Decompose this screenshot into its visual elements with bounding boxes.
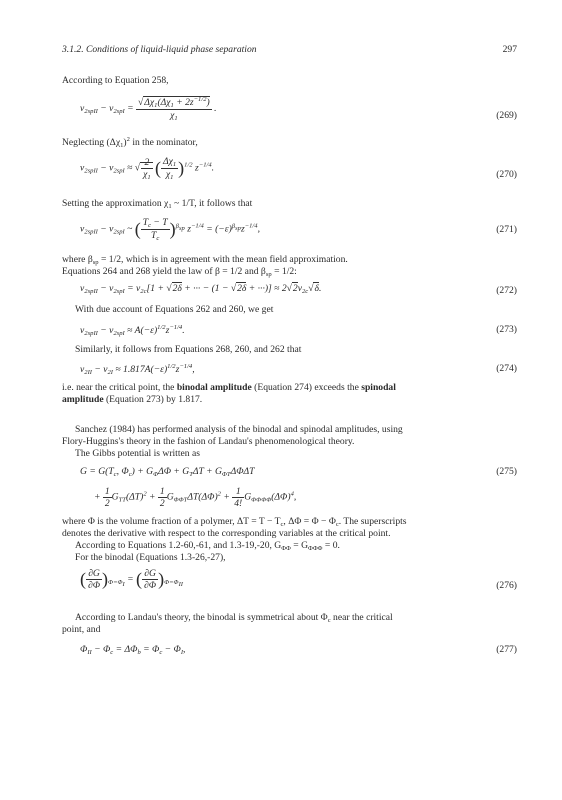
text-line: According to Equation 258, [62,75,169,86]
text-line: According to Equations 1.2-60,-61, and 1.3-19,-20, $G_{\Phi\Phi} = G_{\Phi\Phi\Phi} = 0$. [75,540,340,552]
equation-270: $v_{2spII} - v_{2spI}$ ≈ √ $\frac{2}{\chi_1}$ ( $\frac{\Delta\chi_1}{\chi_1}$ )$^{1/2}$ $z^{-1/4}$. [80,156,215,181]
equation-274: $v_{2II} - v_{2I} \approx 1.817A(-\varepsilon)^{1/2}z^{-1/4}$, [80,363,195,376]
text-line: Flory-Huggins's theory in the fashion of Landau's phenomenological theory. [62,436,355,447]
equation-271: $v_{2spII} - v_{2spI}$ ~ ( $\frac{T_c - T}{T_c}$ )$^{\beta sp}$ $z^{-1/4} = (-\varepsilon)^{\beta sp}z^{-1/4}$, [80,217,260,242]
section-title: 3.1.2. Conditions of liquid-liquid phase separation [62,44,257,55]
text-line: With due account of Equations 262 and 260, we get [75,304,274,315]
equation-number: (276) [496,580,517,591]
equation-269: $v_{2spII} - v_{2spI}$ = $\frac{√\Delta\chi_1(\Delta\chi_1 + 2z^{-1/2})}{\chi_1}$ . [80,96,217,122]
text-line: Sanchez (1984) has performed analysis of the binodal and spinodal amplitudes, using [75,424,403,435]
running-header [62,44,517,58]
equation-number: (277) [496,644,517,655]
equation-number: (273) [496,324,517,335]
equation-number: (275) [496,466,517,477]
text-line: point, and [62,624,101,635]
equation-272: $v_{2spII} - v_{2spI} = v_{2c}[1 + √2\delta$ + ··· − (1 − √2δ + ···)] ≈ $2√2v_{2c}√\delta$. [80,283,322,295]
equation-number: (271) [496,224,517,235]
text-line: amplitude (Equation 273) by 1.817. [62,394,203,405]
equation-number: (269) [496,110,517,121]
equation-273: $v_{2spII} - v_{2spI} \approx A(-\varepsilon)^{1/2}z^{-1/4}$. [80,324,185,337]
text-line: Similarly, it follows from Equations 268, 260, and 262 that [75,344,302,355]
text-line: According to Landau's theory, the binodal is symmetrical about $\Phi_c$ near the critical [75,612,393,624]
text-line: i.e. near the critical point, the binodal amplitude (Equation 274) exceeds the spinodal [62,382,396,393]
text-line: Setting the approximation $\chi_1$ ~ 1/T, it follows that [62,198,253,210]
text-line: Equations 264 and 268 yield the law of β = 1/2 and $\beta_{sp} = 1/2$: [62,266,297,278]
text-line: The Gibbs potential is written as [75,448,200,459]
equation-number: (272) [496,285,517,296]
equation-276: ( $\frac{\partial G}{\partial\Phi}$ )$_{\Phi=\Phi I}$ = ( $\frac{\partial G}{\partial\Phi}$ )$_{\Phi=\Phi II}$ [80,568,183,591]
equation-277: $\Phi_{II} - \Phi_c = \Delta\Phi_b = \Phi_c - \Phi_I$, [80,644,186,656]
page-number: 297 [502,44,517,55]
equation-275-continued: + $\frac{1}{2}$ $G_{TT}(\Delta T)^2$ + $\frac{1}{2}$ $G_{\Phi\Phi T}\Delta T(\Delta\Phi)^2$ + $\frac{1}{4!}$ $G_{\Phi\Phi\Phi\Phi}(\Delta\Phi)^4$, [94,486,297,509]
text-line: Neglecting $(\Delta\chi_1)^2$ in the nominator, [62,136,198,149]
text-line: For the binodal (Equations 1.3-26,-27), [75,552,226,563]
text-line: where Φ is the volume fraction of a polymer, $\Delta T = T - T_c$, $\Delta\Phi = \Phi - \Phi_c$. The superscripts [62,516,407,528]
equation-number: (274) [496,363,517,374]
equation-275: $G = G(T_c$, $\Phi_c) + G_\Phi\Delta\Phi + G_T\Delta T + G_{\Phi T}\Delta\Phi\Delta T$ [80,466,255,478]
equation-number: (270) [496,169,517,180]
text-line: denotes the derivative with respect to the corresponding variables at the critical point. [62,528,391,539]
text-line: where $\beta_{sp} = 1/2$, which is in agreement with the mean field approximation. [62,254,348,266]
